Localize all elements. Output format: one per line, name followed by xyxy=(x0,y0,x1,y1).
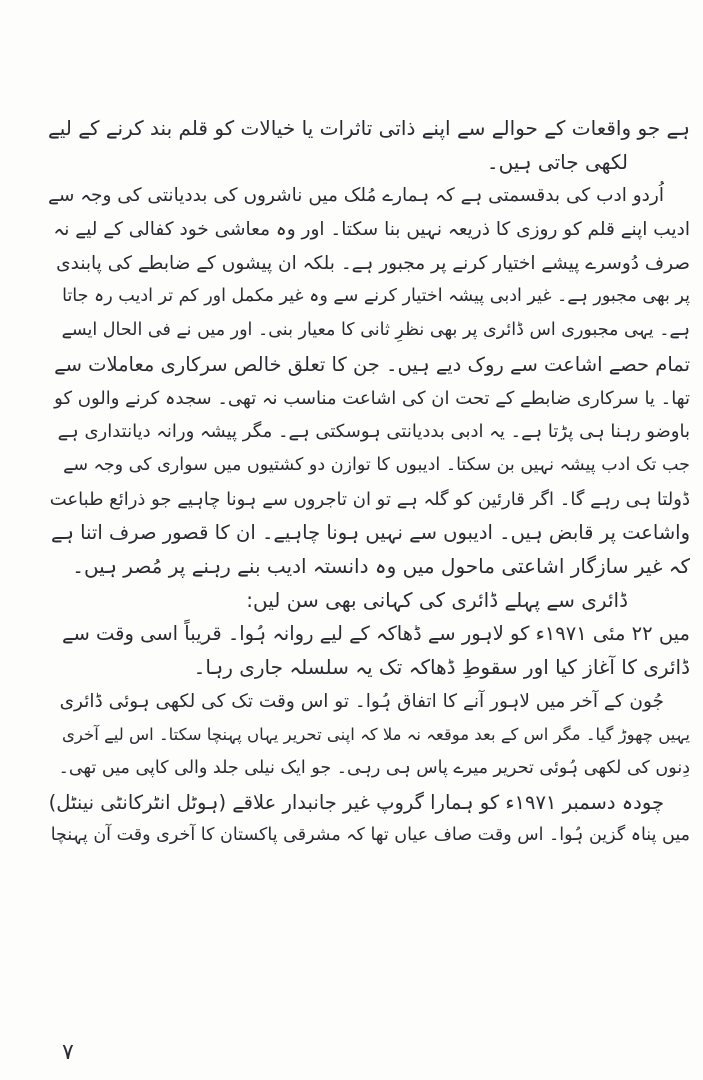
text-line: باوضو رہنا ہی پڑتا ہے۔ یہ ادبی بددیانتی ہوسکتی ہے۔ مگر پیشہ ورانہ دیانتداری ہے xyxy=(57,421,690,443)
text-line: ڈائری کا آغاز کیا اور سقوطِ ڈھاکہ تک یہ سلسلہ جاری رہا۔ xyxy=(193,655,690,679)
text-line: ہے۔ یہی مجبوری اس ڈائری پر بھی نظرِ ثانی کا معیار بنی۔ اور میں نے فی الحال ایسے xyxy=(61,320,690,341)
text-line: ہے جو واقعات کے حوالے سے اپنے ذاتی تاثرات یا خیالات کو قلم بند کرنے کے لیے xyxy=(48,116,690,140)
text-line: میں ۲۲ مئی ۱۹۷۱ء کو لاہور سے ڈھاکہ کے لیے روانہ ہُوا۔ قریباً اسی وقت سے xyxy=(62,622,690,646)
text-line: یہیں چھوڑ گیا۔ مگر اس کے بعد موقعہ نہ ملا کہ اپنی تحریر یہاں پہنچا سکتا۔ اس لیے آخری xyxy=(62,725,690,745)
text-line: صرف دُوسرے پیشے اختیار کرنے پر مجبور ہے۔ بلکہ ان پیشوں کے ضابطے کی پابندی xyxy=(56,252,690,274)
text-line: اُردو ادب کی بدقسمتی ہے کہ ہمارے مُلک میں ناشروں کی بددیانتی کی وجہ سے xyxy=(48,185,664,207)
text-line: جب تک ادب پیشہ نہیں بن سکتا۔ ادیبوں کا توازن دو کشتیوں میں سواری کی وجہ سے xyxy=(63,454,690,475)
text-line: ڈائری سے پہلے ڈائری کی کہانی بھی سن لیں: xyxy=(246,587,628,612)
text-line: تھا۔ یا سرکاری ضابطے کے تحت ان کی اشاعت مناسب نہ تھی۔ سجدہ کرنے والوں کو xyxy=(54,387,690,409)
text-line: پر بھی مجبور ہے۔ غیر ادبی پیشہ اختیار کرنے سے وہ غیر مکمل اور کم تر ادیب رہ جاتا xyxy=(62,286,690,307)
urdu-text-block xyxy=(48,112,690,853)
page-number: ۷ xyxy=(62,1040,74,1065)
text-line: میں پناہ گزین ہُوا۔ اس وقت صاف عیاں تھا کہ مشرقی پاکستان کا آخری وقت آن پہنچا xyxy=(50,825,690,846)
text-line: ڈولتا ہی رہے گا۔ اگر قارئین کو گلہ ہے تو ان تاجروں سے ہونا چاہیے جو ذرائع طباعت xyxy=(49,488,690,510)
text-line: کہ غیر سازگار اشاعتی ماحول میں وہ دانستہ ادیب بنے رہنے پر مُصر ہیں۔ xyxy=(72,553,690,578)
text-line: چودہ دسمبر ۱۹۷۱ء کو ہمارا گروپ غیر جانبدار علاقے (ہوٹل انٹرکانٹی نینٹل) xyxy=(48,790,664,814)
text-line: دِنوں کی لکھی ہُوئی تحریر میرے پاس ہی رہی۔ جو ایک نیلی جلد والی کاپی میں تھی۔ xyxy=(58,758,690,779)
text-line: تمام حصے اشاعت سے روک دیے ہیں۔ جن کا تعلق خالص سرکاری معاملات سے xyxy=(54,352,690,376)
text-line: واشاعت پر قابض ہیں۔ ادیبوں سے نہیں ہونا چاہیے۔ ان کا قصور صرف اتنا ہے xyxy=(51,521,690,545)
text-line: ادیب اپنے قلم کو روزی کا ذریعہ نہیں بنا سکتا۔ اور وہ معاشی خود کفالی کے لیے نہ xyxy=(53,219,690,241)
text-line: لکھی جاتی ہیں۔ xyxy=(486,149,628,174)
text-line: جُون کے آخر میں لاہور آنے کا اتفاق ہُوا۔ تو اس وقت تک کی لکھی ہوئی ڈائری xyxy=(59,690,664,712)
